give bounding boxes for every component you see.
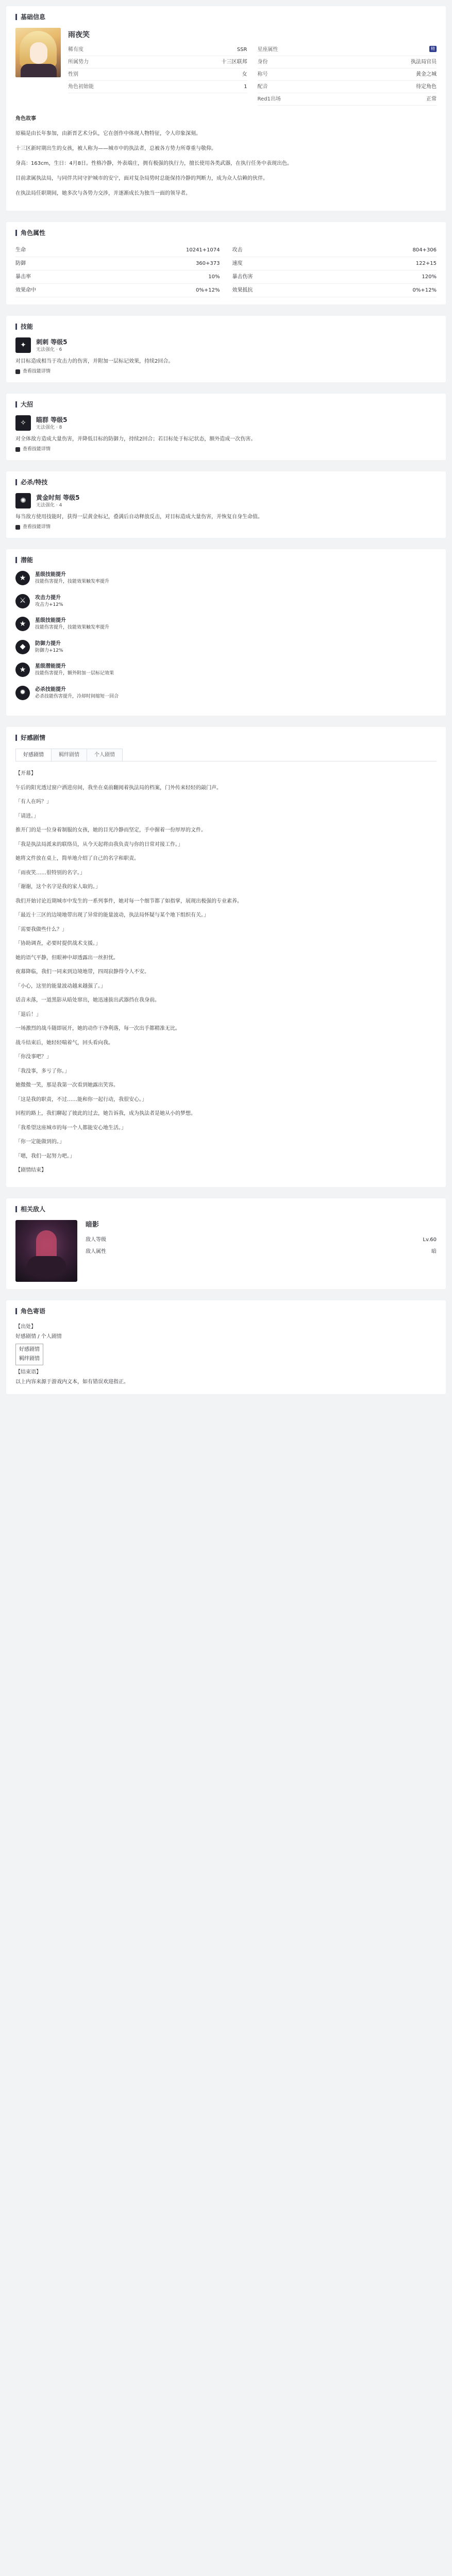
potential-item: ⚔ 攻击力提升 攻击力+12% <box>15 594 437 609</box>
stat-row: 生命 10241+1074 <box>15 244 220 257</box>
story-paragraph: 她微微一笑，那是我第一次看到她露出笑容。 <box>15 1082 119 1088</box>
potential-item: ◆ 防御力提升 防御力+12% <box>15 640 437 655</box>
story-paragraph: 「协助调查，必要时提供战术支援。」 <box>15 941 101 946</box>
story-paragraph: 话音未落，一道黑影从暗处窜出，她迅速拔出武器挡在我身前。 <box>15 997 160 1003</box>
passive-icon: ✺ <box>15 493 31 509</box>
enemy-card <box>6 1198 446 1289</box>
basic-info-title: 基础信息 <box>15 12 437 22</box>
stat-row: 攻击 804+306 <box>232 244 437 257</box>
story-paragraph: 战斗结束后，她轻轻喘着气，回头看向我。 <box>15 1040 113 1046</box>
notes-box: 好感剧情 羁绊剧情 <box>15 1344 43 1365</box>
stat-row: 速度 122+15 <box>232 257 437 270</box>
detail-icon <box>15 369 20 374</box>
story-body <box>15 769 437 1176</box>
potential-title: 潜能 <box>15 555 437 565</box>
passive-detail-link[interactable]: 查看技能详情 <box>15 524 437 531</box>
info-row: 稀有度 SSR <box>68 44 247 56</box>
skill-title: 技能 <box>15 322 437 331</box>
story-paragraph: 「请进。」 <box>15 813 39 819</box>
passive-sub: 无法强化 · 4 <box>36 503 62 508</box>
story-paragraph: 【剧情结束】 <box>15 1167 46 1173</box>
skill-sub: 无法强化 · 6 <box>36 347 62 352</box>
detail-icon <box>15 525 20 530</box>
info-row: 星座属性 精 <box>258 44 437 56</box>
ult-detail-link[interactable]: 查看技能详情 <box>15 446 437 453</box>
story-paragraph: 「这是我的职责，不过……能和你一起行动，我很安心。」 <box>15 1096 147 1103</box>
info-row: 角色初始能 1 <box>68 81 247 93</box>
stats-card <box>6 222 446 304</box>
potential-item: ★ 星级技能提升 技能伤害提升，技能效果触发率提升 <box>15 617 437 632</box>
enemy-name: 暗影 <box>86 1221 99 1229</box>
potential-item: ★ 星级技能提升 技能伤害提升，技能效果触发率提升 <box>15 571 437 586</box>
enemy-image <box>15 1220 77 1282</box>
tab-bond[interactable]: 羁绊剧情 <box>51 749 87 761</box>
enemy-title: 相关敌人 <box>15 1205 437 1214</box>
passive-card <box>6 471 446 538</box>
character-portrait <box>15 28 61 77</box>
skill-card <box>6 316 446 382</box>
potential-icon: ★ <box>15 617 30 631</box>
stat-row: 效果命中 0%+12% <box>15 284 220 297</box>
story-paragraph: 「谢谢，这个名字是我的家人取的。」 <box>15 884 101 890</box>
story-paragraph: 「最近十三区的边境地带出现了异常的能量波动，执法局怀疑与某个地下组织有关。」 <box>15 912 209 918</box>
notes-title: 角色寄语 <box>15 1307 437 1316</box>
story-paragraph: 「嗯，我们一起努力吧。」 <box>15 1153 75 1159</box>
story-paragraph: 「我是执法局派来的联络员，从今天起将由我负责与你的日常对接工作。」 <box>15 841 183 848</box>
passive-desc: 每当敌方使用技能时，获得一层黄金标记，叠满后自动释放反击，对目标造成大量伤害，并恢复自身生命值。 <box>15 514 263 520</box>
tab-affection[interactable]: 好感剧情 <box>15 749 52 761</box>
stat-row: 暴击率 10% <box>15 270 220 284</box>
potential-icon: ◆ <box>15 640 30 654</box>
character-name: 雨夜笑 <box>68 31 90 39</box>
potential-item: ✹ 必杀技能提升 必杀技能伤害提升，冷却时间缩短一回合 <box>15 686 437 701</box>
ult-desc: 对全体敌方造成大量伤害，并降低目标的防御力，持续2回合；若目标处于标记状态，额外造成一次伤害。 <box>15 436 256 442</box>
story-paragraph: 我们开始讨论近期城市中发生的一系列事件，她对每一个细节都了如指掌，展现出极强的专业素养。 <box>15 898 242 904</box>
basic-info-card <box>6 6 446 211</box>
ult-title: 大招 <box>15 400 437 409</box>
info-row: 性别 女 <box>68 69 247 81</box>
potential-card <box>6 549 446 716</box>
story-paragraph: 「你一定能做到的。」 <box>15 1139 64 1145</box>
potential-icon: ⚔ <box>15 594 30 608</box>
info-row: Red1出场 正常 <box>258 93 437 106</box>
story-paragraph: 回程的路上，我们聊起了彼此的过去，她告诉我，成为执法者是她从小的梦想。 <box>15 1111 196 1116</box>
story-tabs <box>15 749 437 761</box>
story-paragraph: 「需要我做些什么？」 <box>15 926 67 933</box>
story-title: 好感剧情 <box>15 733 437 742</box>
ult-icon: ✧ <box>15 415 31 431</box>
story-paragraph: 「你没事吧？」 <box>15 1054 52 1060</box>
story-paragraph: 「我没事，多亏了你。」 <box>15 1068 70 1074</box>
potential-icon: ✹ <box>15 686 30 700</box>
ult-name: 瞄群 等级5 <box>36 416 68 423</box>
ult-card <box>6 394 446 460</box>
story-paragraph: 推开门的是一位身着制服的女孩，她的目光冷静而坚定，手中握着一份厚厚的文件。 <box>15 827 206 833</box>
notes-card: 角色寄语 【出处】 好感剧情 / 个人剧情 好感剧情 羁绊剧情 【结束语】 以上内容来源于游戏内文本，如有错误欢迎指正。 <box>6 1300 446 1394</box>
potential-icon: ★ <box>15 663 30 677</box>
story-paragraph: 夜幕降临，我们一同来到边境地带，四周寂静得令人不安。 <box>15 969 149 975</box>
character-bio: 角色故事 原稿是由长年参加，由新晋艺术分队，它在创作中体现人物特征，令人印象深刻。 十三区新时期出生的女孩，被人称为——城市中的执法者，总被各方势力所尊重与敬仰。 身高：163cm，生日：4月8日。性格冷静，外表端庄，拥有极强的执行力，擅长使用各类武器，在执行任务中表现出色。 目前隶属执法局，与同伴共同守护城市的安宁，面对复杂局势时总能保持冷静的判断力，成为众人信赖的伙伴。 在执法局任职期间，她多次与各势力交涉，并逐渐成长为独当一面的领导者。 <box>15 116 293 196</box>
story-paragraph: 「退后！」 <box>15 1011 41 1018</box>
stat-row: 效果抵抗 0%+12% <box>232 284 437 297</box>
info-row: 称号 黄金之城 <box>258 69 437 81</box>
story-paragraph: 她的语气平静，但眼神中却透露出一丝担忧。 <box>15 955 119 961</box>
story-paragraph: 她将文件放在桌上，简单地介绍了自己的名字和职责。 <box>15 856 139 861</box>
enemy-row: 敌人属性 暗 <box>86 1249 437 1255</box>
ult-sub: 无法强化 · 8 <box>36 425 62 430</box>
stat-row: 暴击伤害 120% <box>232 270 437 284</box>
potential-item: ★ 星级潜能提升 技能伤害提升，额外附加一层标记效果 <box>15 663 437 677</box>
skill-name: 刺刺 等级5 <box>36 338 68 346</box>
passive-name: 黄金时刻 等级5 <box>36 494 80 501</box>
story-paragraph: 「我希望这座城市的每一个人都能安心地生活。」 <box>15 1125 126 1131</box>
story-paragraph: 午后的阳光透过窗户洒进房间，我坐在桌前翻阅着执法局的档案，门外传来轻轻的敲门声。 <box>15 785 222 791</box>
stat-row: 防御 360+373 <box>15 257 220 270</box>
tab-personal[interactable]: 个人剧情 <box>87 749 123 761</box>
story-paragraph: 【开幕】 <box>15 771 36 776</box>
story-paragraph: 「雨夜笑……很特别的名字。」 <box>15 870 85 876</box>
potential-icon: ★ <box>15 571 30 585</box>
rank-badge: 精 <box>429 46 437 52</box>
enemy-row: 敌人等级 Lv.60 <box>86 1237 437 1243</box>
story-card <box>6 727 446 1187</box>
info-row: 配音 待定角色 <box>258 81 437 93</box>
detail-icon <box>15 447 20 452</box>
skill-desc: 对目标造成相当于攻击力的伤害，并附加一层标记效果，持续2回合。 <box>15 358 174 364</box>
story-paragraph: 一场激烈的战斗随即展开，她的动作干净利落，每一次出手都精准无比。 <box>15 1026 180 1031</box>
story-paragraph: 「有人在吗？」 <box>15 799 52 805</box>
info-row: 身份 执法局官员 <box>258 56 437 69</box>
info-row: 所属势力 十三区联邦 <box>68 56 247 69</box>
stats-title: 角色属性 <box>15 228 437 238</box>
skill-detail-link[interactable]: 查看技能详情 <box>15 368 437 376</box>
passive-title: 必杀/特技 <box>15 478 437 487</box>
skill-icon: ✦ <box>15 337 31 353</box>
story-paragraph: 「小心，这里的能量波动越来越强了。」 <box>15 983 106 989</box>
